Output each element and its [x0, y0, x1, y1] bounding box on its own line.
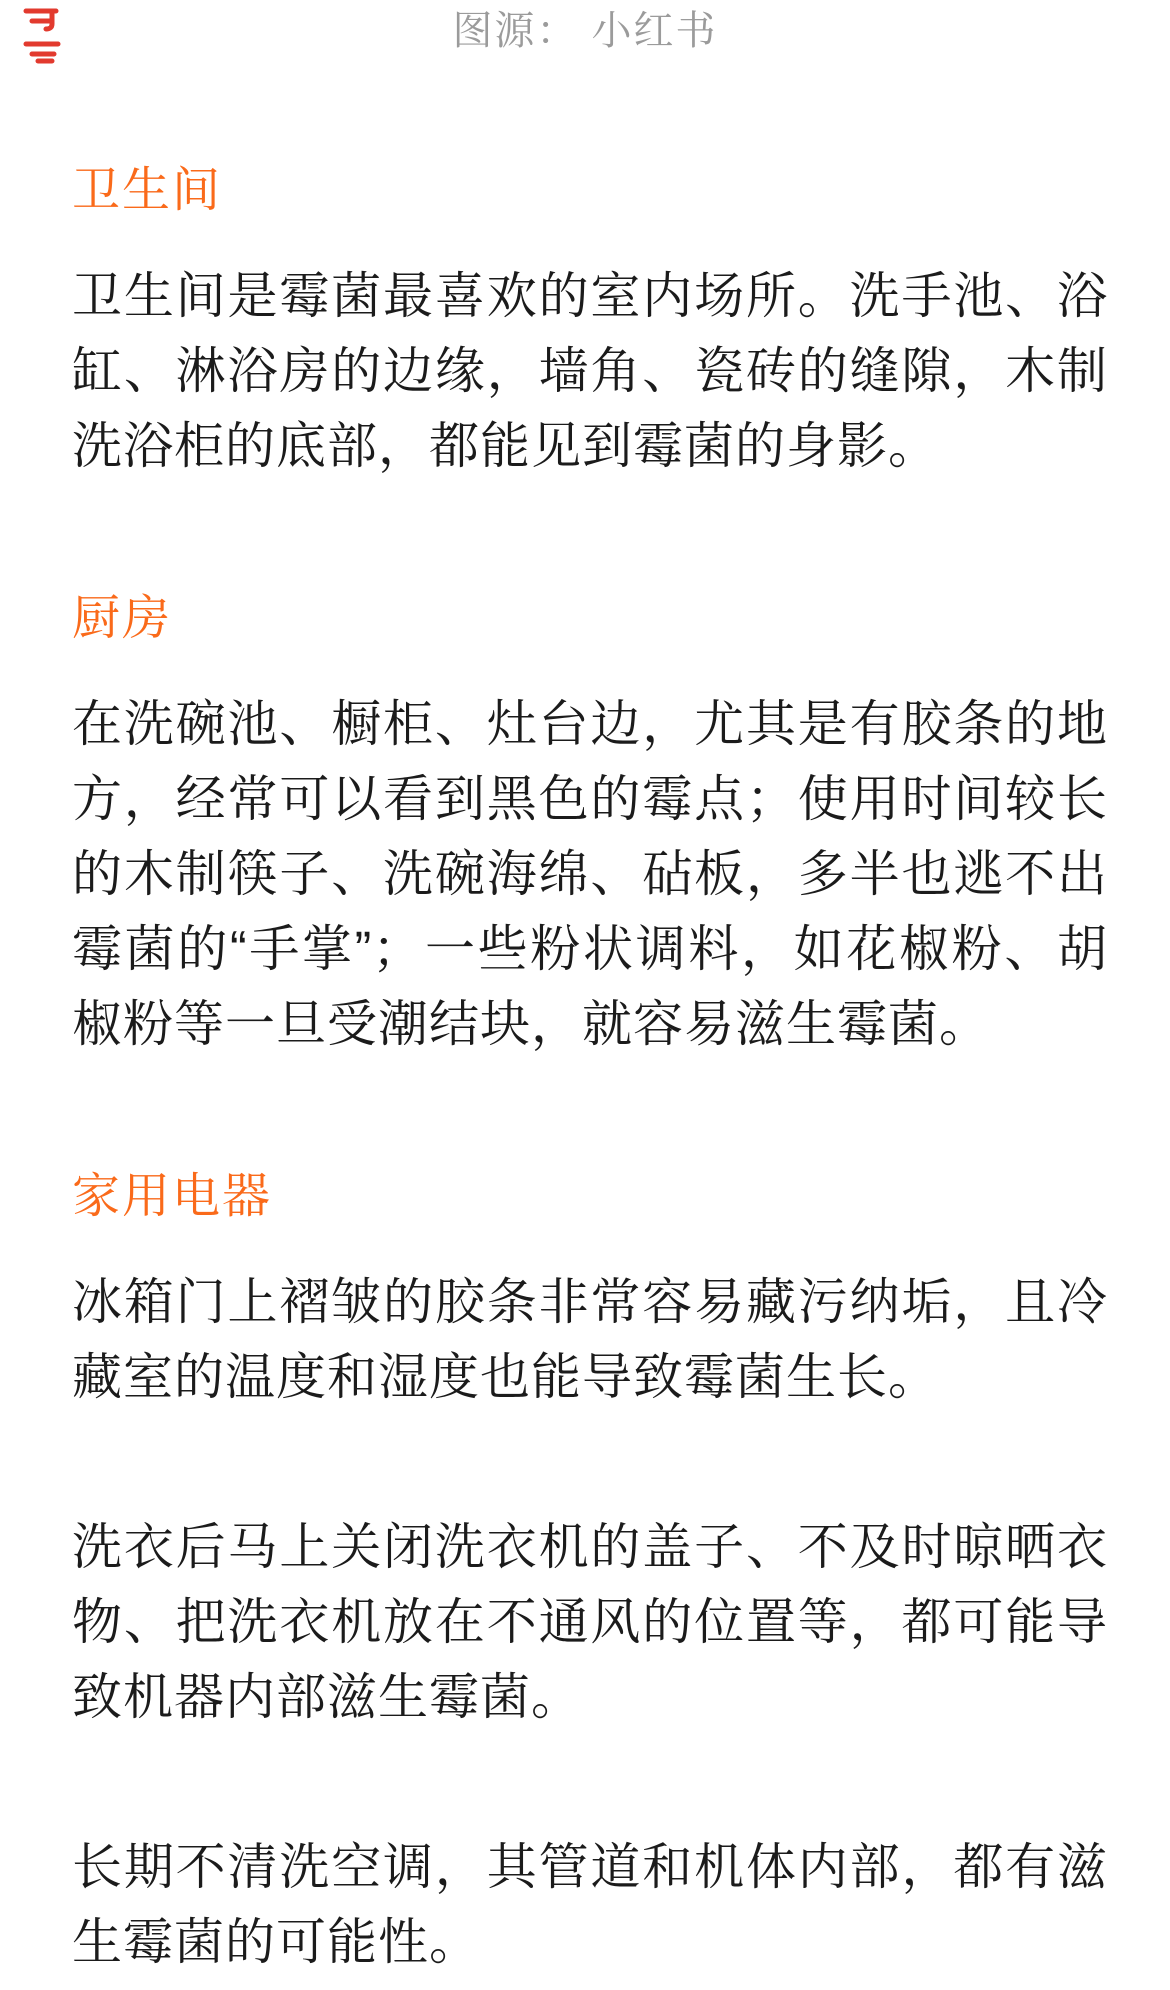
- section-heading-bathroom: 卫生间: [72, 164, 223, 217]
- section-heading-kitchen: 厨房: [72, 592, 173, 645]
- section-bathroom: [72, 161, 1108, 484]
- article-content: [0, 161, 1170, 1980]
- section-heading-home-appliances: 家用电器: [72, 1170, 273, 1223]
- section-home-appliances: [72, 1167, 1108, 1980]
- cropped-red-glyph-artifacts: [22, 4, 68, 66]
- air-conditioner-paragraph: 长期不清洗空调，其管道和机体内部，都有滋生霉菌的可能性。: [72, 1839, 1108, 1970]
- section-kitchen: [72, 589, 1108, 1062]
- kitchen-paragraph: 在洗碗池、橱柜、灶台边，尤其是有胶条的地方，经常可以看到黑色的霉点；使用时间较长的木制筷子、洗碗海绵、砧板，多半也逃不出霉菌的“手掌”；一些粉状调料，如花椒粉、胡椒粉等一旦受潮结块，就容易滋生霉菌。: [72, 696, 1108, 1052]
- cropped-red-glyph-icon: [22, 4, 68, 66]
- fridge-paragraph: 冰箱门上褶皱的胶条非常容易藏污纳垢，且冷藏室的温度和湿度也能导致霉菌生长。: [72, 1274, 1108, 1405]
- image-source-caption: 图源： 小红书: [452, 9, 718, 53]
- bathroom-paragraph: 卫生间是霉菌最喜欢的室内场所。洗手池、浴缸、淋浴房的边缘，墙角、瓷砖的缝隙，木制洗浴柜的底部，都能见到霉菌的身影。: [72, 268, 1108, 474]
- washing-machine-paragraph: 洗衣后马上关闭洗衣机的盖子、不及时晾晒衣物、把洗衣机放在不通风的位置等，都可能导致机器内部滋生霉菌。: [72, 1519, 1108, 1725]
